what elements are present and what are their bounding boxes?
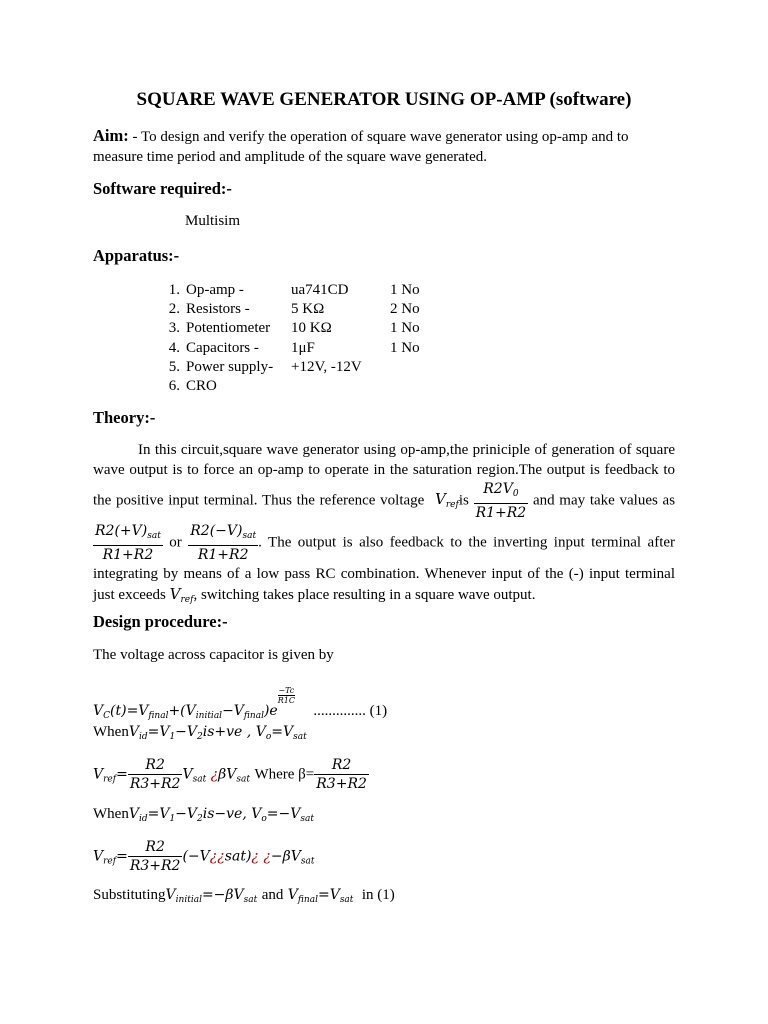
equation-1-number: .............. (1): [313, 703, 388, 719]
equation-1: $V_C(t)=V_{final}+(V_{initial}-V_{final})e$ $\frac{-Tc}{R1C}$ .............. (1): [93, 686, 388, 721]
theory-or: or: [169, 534, 182, 551]
apparatus-num: 6.: [168, 377, 180, 394]
equation-vref-positive: $V_{ref}=$ $\frac{R2}{R3+R2}$ $V_{sat}$ ¿$\beta V_{sat}$ Where β= $\frac{R2}{R3+R2}$: [93, 757, 367, 792]
aim-text: - To design and verify the operation of square wave generator using op-amp and to measure time period and amplitude of the square wave generated.: [93, 129, 629, 165]
vref-symbol: $V_{ref}$: [435, 490, 459, 511]
apparatus-value: ua741CD: [291, 282, 349, 298]
theory-is: is: [458, 492, 469, 509]
design-intro: The voltage across capacitor is given by: [93, 647, 334, 663]
apparatus-value: 10 KΩ: [291, 320, 332, 337]
software-item: Multisim: [185, 213, 241, 229]
apparatus-num: 3.: [168, 320, 180, 337]
equation-substitution: $SubstitutingV_{initial}=-\beta V_{sat}$ and $V_{final}=V_{sat}$ in (1): [93, 887, 395, 905]
apparatus-value: 1μF: [291, 339, 315, 356]
apparatus-name: Power supply-: [186, 358, 274, 375]
apparatus-num: 1.: [168, 282, 180, 298]
vref-symbol-2: $V_{ref}$: [169, 585, 194, 605]
fraction-r2v0: $\frac{R2V_0}{R1+R2}$: [475, 481, 527, 521]
theory-text-1: In this circuit,square wave generator using op-amp,the priniciple of generation of square wave output is to force an op-amp to operate in the saturation region.The output is feedback to the positive input terminal. Thus the reference voltage: [93, 442, 675, 509]
aim-paragraph: [93, 126, 675, 167]
fraction-negative-sat: $\frac{R2(-V)_{sat}}{R1+R2}$: [190, 523, 257, 563]
theory-and-may: and may take values as: [532, 492, 676, 509]
apparatus-num: 4.: [168, 339, 180, 356]
software-heading: Software required:-: [93, 179, 232, 198]
apparatus-name: CRO: [186, 377, 217, 394]
theory-heading: Theory:-: [93, 408, 156, 427]
equation-when-negative: $WhenV_{id}=V_1-V_2is-ve$, $V_o=-V_{sat}$: [93, 806, 314, 824]
apparatus-qty: 1 No: [390, 320, 420, 337]
apparatus-heading: Apparatus:-: [93, 246, 180, 265]
apparatus-num: 2.: [168, 301, 180, 318]
fraction-positive-sat: $\frac{R2(+V)_{sat}}{R1+R2}$: [95, 523, 161, 563]
apparatus-qty: 2 No: [390, 301, 420, 318]
apparatus-num: 5.: [168, 358, 180, 375]
apparatus-qty: 1 No: [390, 339, 420, 356]
apparatus-name: Capacitors -: [186, 339, 259, 356]
apparatus-name: Op-amp -: [186, 282, 244, 298]
theory-text-3: , switching takes place resulting in a square wave output.: [193, 587, 536, 603]
apparatus-value: 5 KΩ: [291, 301, 325, 318]
apparatus-qty: 1 No: [390, 282, 420, 298]
apparatus-name: Potentiometer: [186, 320, 271, 337]
page-title: SQUARE WAVE GENERATOR USING OP-AMP (software): [136, 89, 632, 110]
theory-paragraph: [93, 440, 675, 610]
aim-label: Aim:: [93, 126, 129, 145]
equation-vref-negative: $V_{ref}=$ $\frac{R2}{R3+R2}$ (−V¿¿sat)¿ ¿$-\beta V_{sat}$: [93, 839, 315, 874]
equation-when-positive: $WhenV_{id}=V_1-V_2is+ve$ , $V_o=V_{sat}$: [93, 724, 307, 742]
apparatus-value: +12V, -12V: [291, 358, 362, 375]
theory-text-2: . The output is also feedback to the inverting input terminal after integrating by means of a low pass RC combination. Whenever input of the (-) input terminal just exceeds: [93, 534, 676, 603]
design-heading: Design procedure:-: [93, 612, 228, 631]
apparatus-name: Resistors -: [186, 301, 250, 318]
